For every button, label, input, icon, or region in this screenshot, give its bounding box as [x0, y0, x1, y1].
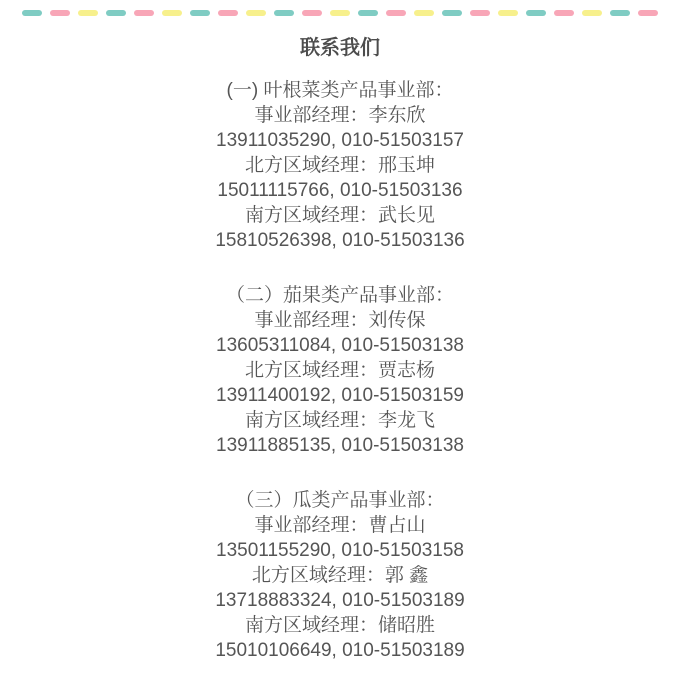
contact-role-line: 事业部经理：曹占山	[254, 515, 426, 536]
contact-phone-line: 13718883324, 010-51503189	[215, 590, 465, 611]
contact-role-line: 南方区域经理：武长见	[244, 205, 435, 226]
contact-role-line: 北方区域经理：郭 鑫	[251, 565, 429, 586]
divider-dash	[246, 10, 266, 16]
contact-phone-line: 13501155290, 010-51503158	[216, 540, 464, 561]
divider-dash	[218, 10, 238, 16]
divider-dash	[134, 10, 154, 16]
contact-phone-line: 13911035290, 010-51503157	[216, 130, 464, 151]
divider-dash	[106, 10, 126, 16]
divider-dash	[498, 10, 518, 16]
divider-dash	[302, 10, 322, 16]
section-heading: （三）瓜类产品事业部：	[235, 490, 445, 511]
divider-dash	[526, 10, 546, 16]
divider-dash	[22, 10, 42, 16]
divider-dash	[638, 10, 658, 16]
contact-phone-line: 13911400192, 010-51503159	[216, 385, 464, 406]
contact-section	[0, 78, 680, 253]
page-title: 联系我们	[300, 37, 380, 59]
contact-role-line: 北方区域经理：邢玉坤	[244, 155, 435, 176]
divider-dash	[330, 10, 350, 16]
divider-dash	[78, 10, 98, 16]
contact-role-line: 北方区域经理：贾志杨	[244, 360, 435, 381]
divider-dash	[50, 10, 70, 16]
contact-section	[0, 488, 680, 663]
contact-role-line: 南方区域经理：储昭胜	[244, 615, 435, 636]
section-heading: （二）茄果类产品事业部：	[225, 285, 454, 306]
contact-phone-line: 15810526398, 010-51503136	[215, 230, 465, 251]
contact-phone-line: 13605311084, 010-51503138	[216, 335, 464, 356]
divider-dash	[582, 10, 602, 16]
contact-sections	[0, 78, 680, 663]
contact-phone-line: 15010106649, 010-51503189	[215, 640, 465, 661]
divider-dash	[190, 10, 210, 16]
divider-dash	[554, 10, 574, 16]
contact-section	[0, 283, 680, 458]
section-heading: (一) 叶根菜类产品事业部：	[226, 80, 454, 101]
divider-dash	[442, 10, 462, 16]
divider-dash	[414, 10, 434, 16]
divider-dash	[610, 10, 630, 16]
divider-dash	[274, 10, 294, 16]
contact-role-line: 南方区域经理：李龙飞	[244, 410, 435, 431]
contact-role-line: 事业部经理：刘传保	[254, 310, 426, 331]
contact-role-line: 事业部经理：李东欣	[254, 105, 426, 126]
divider-dash	[386, 10, 406, 16]
contact-phone-line: 15011115766, 010-51503136	[217, 180, 463, 201]
divider-dash	[162, 10, 182, 16]
contact-phone-line: 13911885135, 010-51503138	[216, 435, 464, 456]
divider-dash	[358, 10, 378, 16]
dashed-divider	[0, 10, 680, 16]
divider-dash	[470, 10, 490, 16]
